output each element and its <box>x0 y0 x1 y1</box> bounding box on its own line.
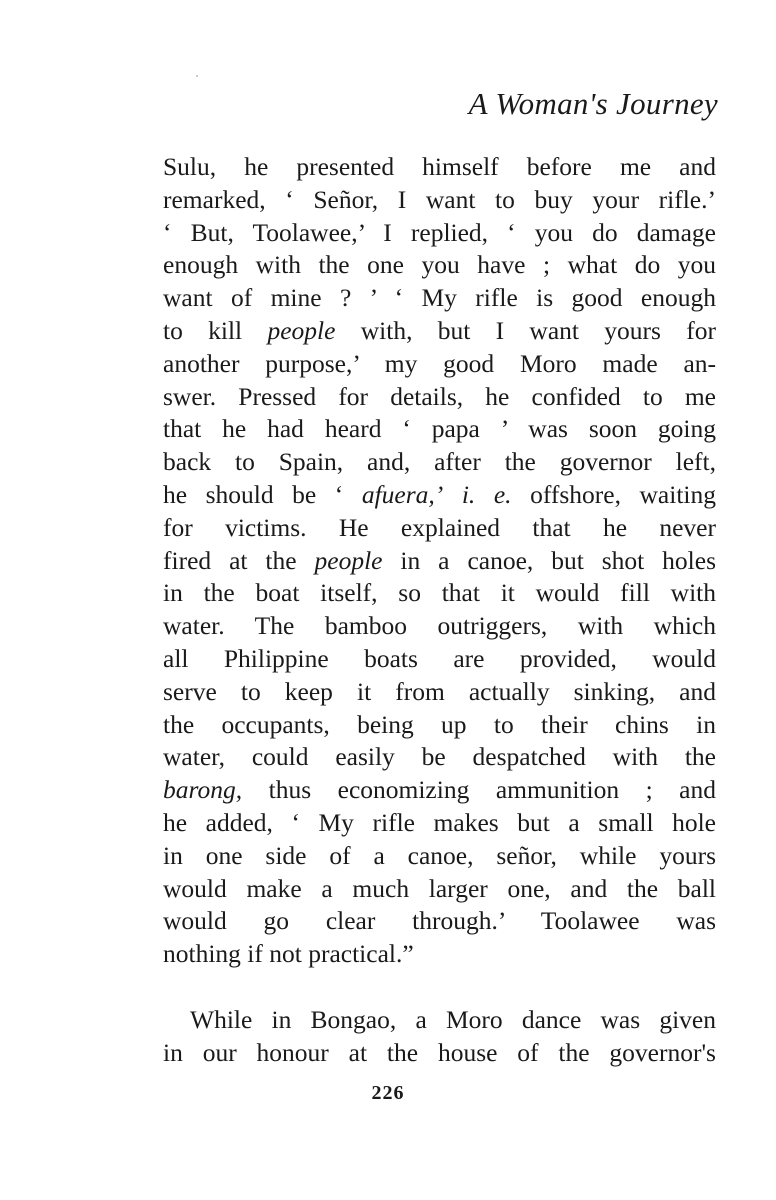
text-line: in one side of a canoe, señor, while yours <box>163 840 716 870</box>
italic-term: barong, <box>163 775 243 805</box>
text-line: water. The bamboo outriggers, with which <box>163 611 716 641</box>
text-line: fired at the people in a canoe, but shot holes <box>163 545 716 575</box>
text-line: he should be ‘ afuera,’ i. e. offshore, waiting <box>163 479 716 509</box>
page-number: 226 <box>371 1082 405 1104</box>
text-line: enough with the one you have ; what do you <box>163 250 716 280</box>
text-line: serve to keep it from actually sinking, and <box>163 676 716 706</box>
text-line: the occupants, being up to their chins in <box>163 709 716 739</box>
paragraph-1 <box>163 151 716 971</box>
text-line: all Philippine boats are provided, would <box>163 643 716 673</box>
text-line: for victims. He explained that he never <box>163 512 716 542</box>
italic-term: people <box>267 315 336 345</box>
text-line: another purpose,’ my good Moro made an- <box>163 348 716 378</box>
text-line: nothing if not practical.” <box>163 939 414 969</box>
text-line: in our honour at the house of the governor's <box>163 1037 716 1067</box>
text-line: Sulu, he presented himself before me and <box>163 152 716 181</box>
text-line: to kill people with, but I want yours for <box>163 315 716 345</box>
text-line: in the boat itself, so that it would fill with <box>163 578 716 608</box>
text-line: back to Spain, and, after the governor left, <box>163 447 716 477</box>
italic-term: i. e. <box>461 479 512 509</box>
text-line: that he had heard ‘ papa ’ was soon going <box>163 414 716 444</box>
running-head: A Woman's Journey <box>468 86 718 121</box>
paper-speck <box>196 75 198 77</box>
text-line: want of mine ? ’ ‘ My rifle is good enough <box>163 283 716 313</box>
paragraph-2 <box>163 1004 716 1070</box>
text-line: would go clear through.’ Toolawee was <box>163 906 716 936</box>
text-line: remarked, ‘ Señor, I want to buy your rifle.’ <box>163 184 716 214</box>
text-line: swer. Pressed for details, he confided to me <box>163 381 716 411</box>
italic-term: afuera,’ <box>361 479 444 509</box>
italic-term: people <box>314 545 383 575</box>
text-line: ‘ But, Toolawee,’ I replied, ‘ you do damage <box>163 217 716 247</box>
text-line: While in Bongao, a Moro dance was given <box>190 1005 716 1034</box>
text-line: water, could easily be despatched with the <box>163 742 716 772</box>
text-line: barong, thus economizing ammunition ; and <box>163 775 716 805</box>
text-line: he added, ‘ My rifle makes but a small hole <box>163 807 716 837</box>
text-line: would make a much larger one, and the ball <box>163 873 716 903</box>
